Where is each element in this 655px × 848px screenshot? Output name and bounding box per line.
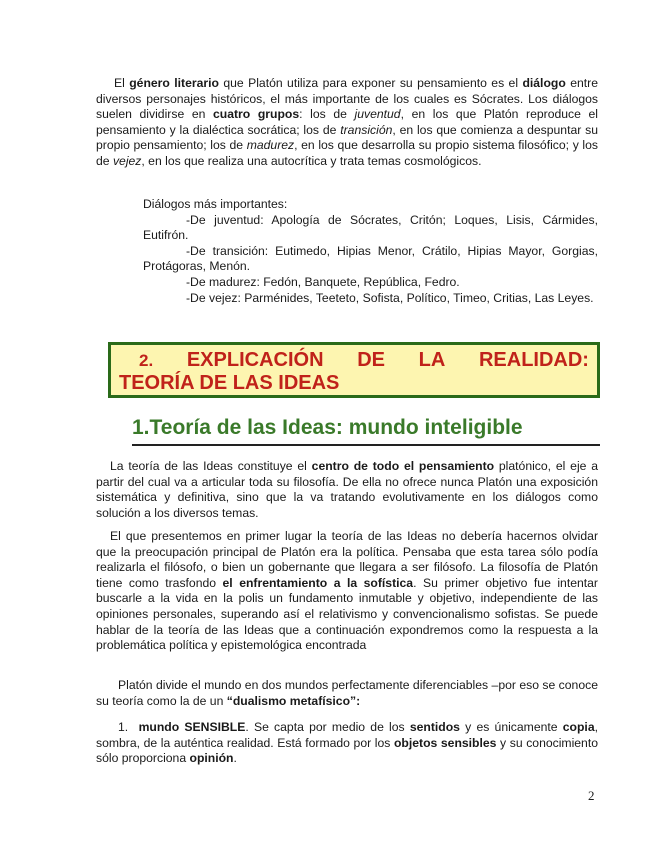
section-heading-line1 xyxy=(119,349,589,372)
section-heading-line2: TEORÍA DE LAS IDEAS xyxy=(119,372,340,394)
section-word: REALIDAD: xyxy=(478,349,589,371)
list-item: -De madurez: Fedón, Banquete, República, Fedro. xyxy=(186,274,460,289)
section-word: LA xyxy=(418,349,446,371)
paragraph-politics: El que presentemos en primer lugar la teoría de las Ideas no debería hacernos olvidar que la preocupación principal de Platón era la política. Pensaba que esta tarea sólo podía realizarla el filósofo, o bien un gobernante que llegara a ser filósofo. La filosofía de Platón tiene como trasfondo el enfrentamiento a la sofística. Su primer objetivo fue intentar buscarle a la vida en la polis un fundamento inmutable y objetivo, independiente de las opiniones personales, superando así el relativismo y convencionalismo sofistas. Se puede hablar de la teoría de las Ideas que a continuación expondremos como la respuesta a la problemática política y epistemológica encontrada xyxy=(96,529,598,653)
page-number: 2 xyxy=(588,788,595,803)
list-item: -De transición: Eutimedo, Hipias Menor, Crátilo, Hipias Mayor, Gorgias, Protágoras, Menón. xyxy=(143,243,598,274)
section-number: 2. xyxy=(139,351,154,370)
section-word: DE xyxy=(357,349,385,371)
subsection-title: 1.Teoría de las Ideas: mundo inteligible xyxy=(132,414,600,446)
paragraph-sensible-world: 1. mundo SENSIBLE. Se capta por medio de los sentidos y es únicamente copia, sombra, de la auténtica realidad. Está formado por los objetos sensibles y su conocimiento sólo proporciona opinión. xyxy=(96,720,599,766)
dialogues-list xyxy=(143,197,598,306)
paragraph-literary-genre: El género literario que Platón utiliza para exponer su pensamiento es el diálogo entre diversos personajes históricos, el más importante de los cuales es Sócrates. Los diálogos suelen dividirse en cuatro grupos: los de juventud, en los que Platón reproduce el pensamiento y la dialéctica socrática; los de transición, en los que comienza a despuntar su propio pensamiento; los de madurez, en los que desarrolla su propio sistema filosófico; y los de vejez, en los que realiza una autocrítica y trata temas cosmológicos. xyxy=(96,76,599,168)
paragraph-theory-center: La teoría de las Ideas constituye el centro de todo el pensamiento platónico, el eje a partir del cual va a articular toda su filosofía. De ella no ofrece nunca Platón una exposición sistemática y definitiva, sino que la va tratando evolutivamente en los diálogos como solución a los diversos temas. xyxy=(96,459,599,520)
paragraph-dualism: Platón divide el mundo en dos mundos perfectamente diferenciables –por eso se conoce su teoría como la de un “dualismo metafísico”: xyxy=(96,678,598,708)
dialogues-heading: Diálogos más importantes: xyxy=(143,197,288,211)
list-item: -De juventud: Apología de Sócrates, Critón; Loques, Lisis, Cármides, Eutifrón. xyxy=(143,212,598,243)
section-heading-box xyxy=(108,342,600,398)
list-item: -De vejez: Parménides, Teeteto, Sofista, Político, Timeo, Critias, Las Leyes. xyxy=(186,290,594,305)
section-word: EXPLICACIÓN xyxy=(186,349,324,371)
